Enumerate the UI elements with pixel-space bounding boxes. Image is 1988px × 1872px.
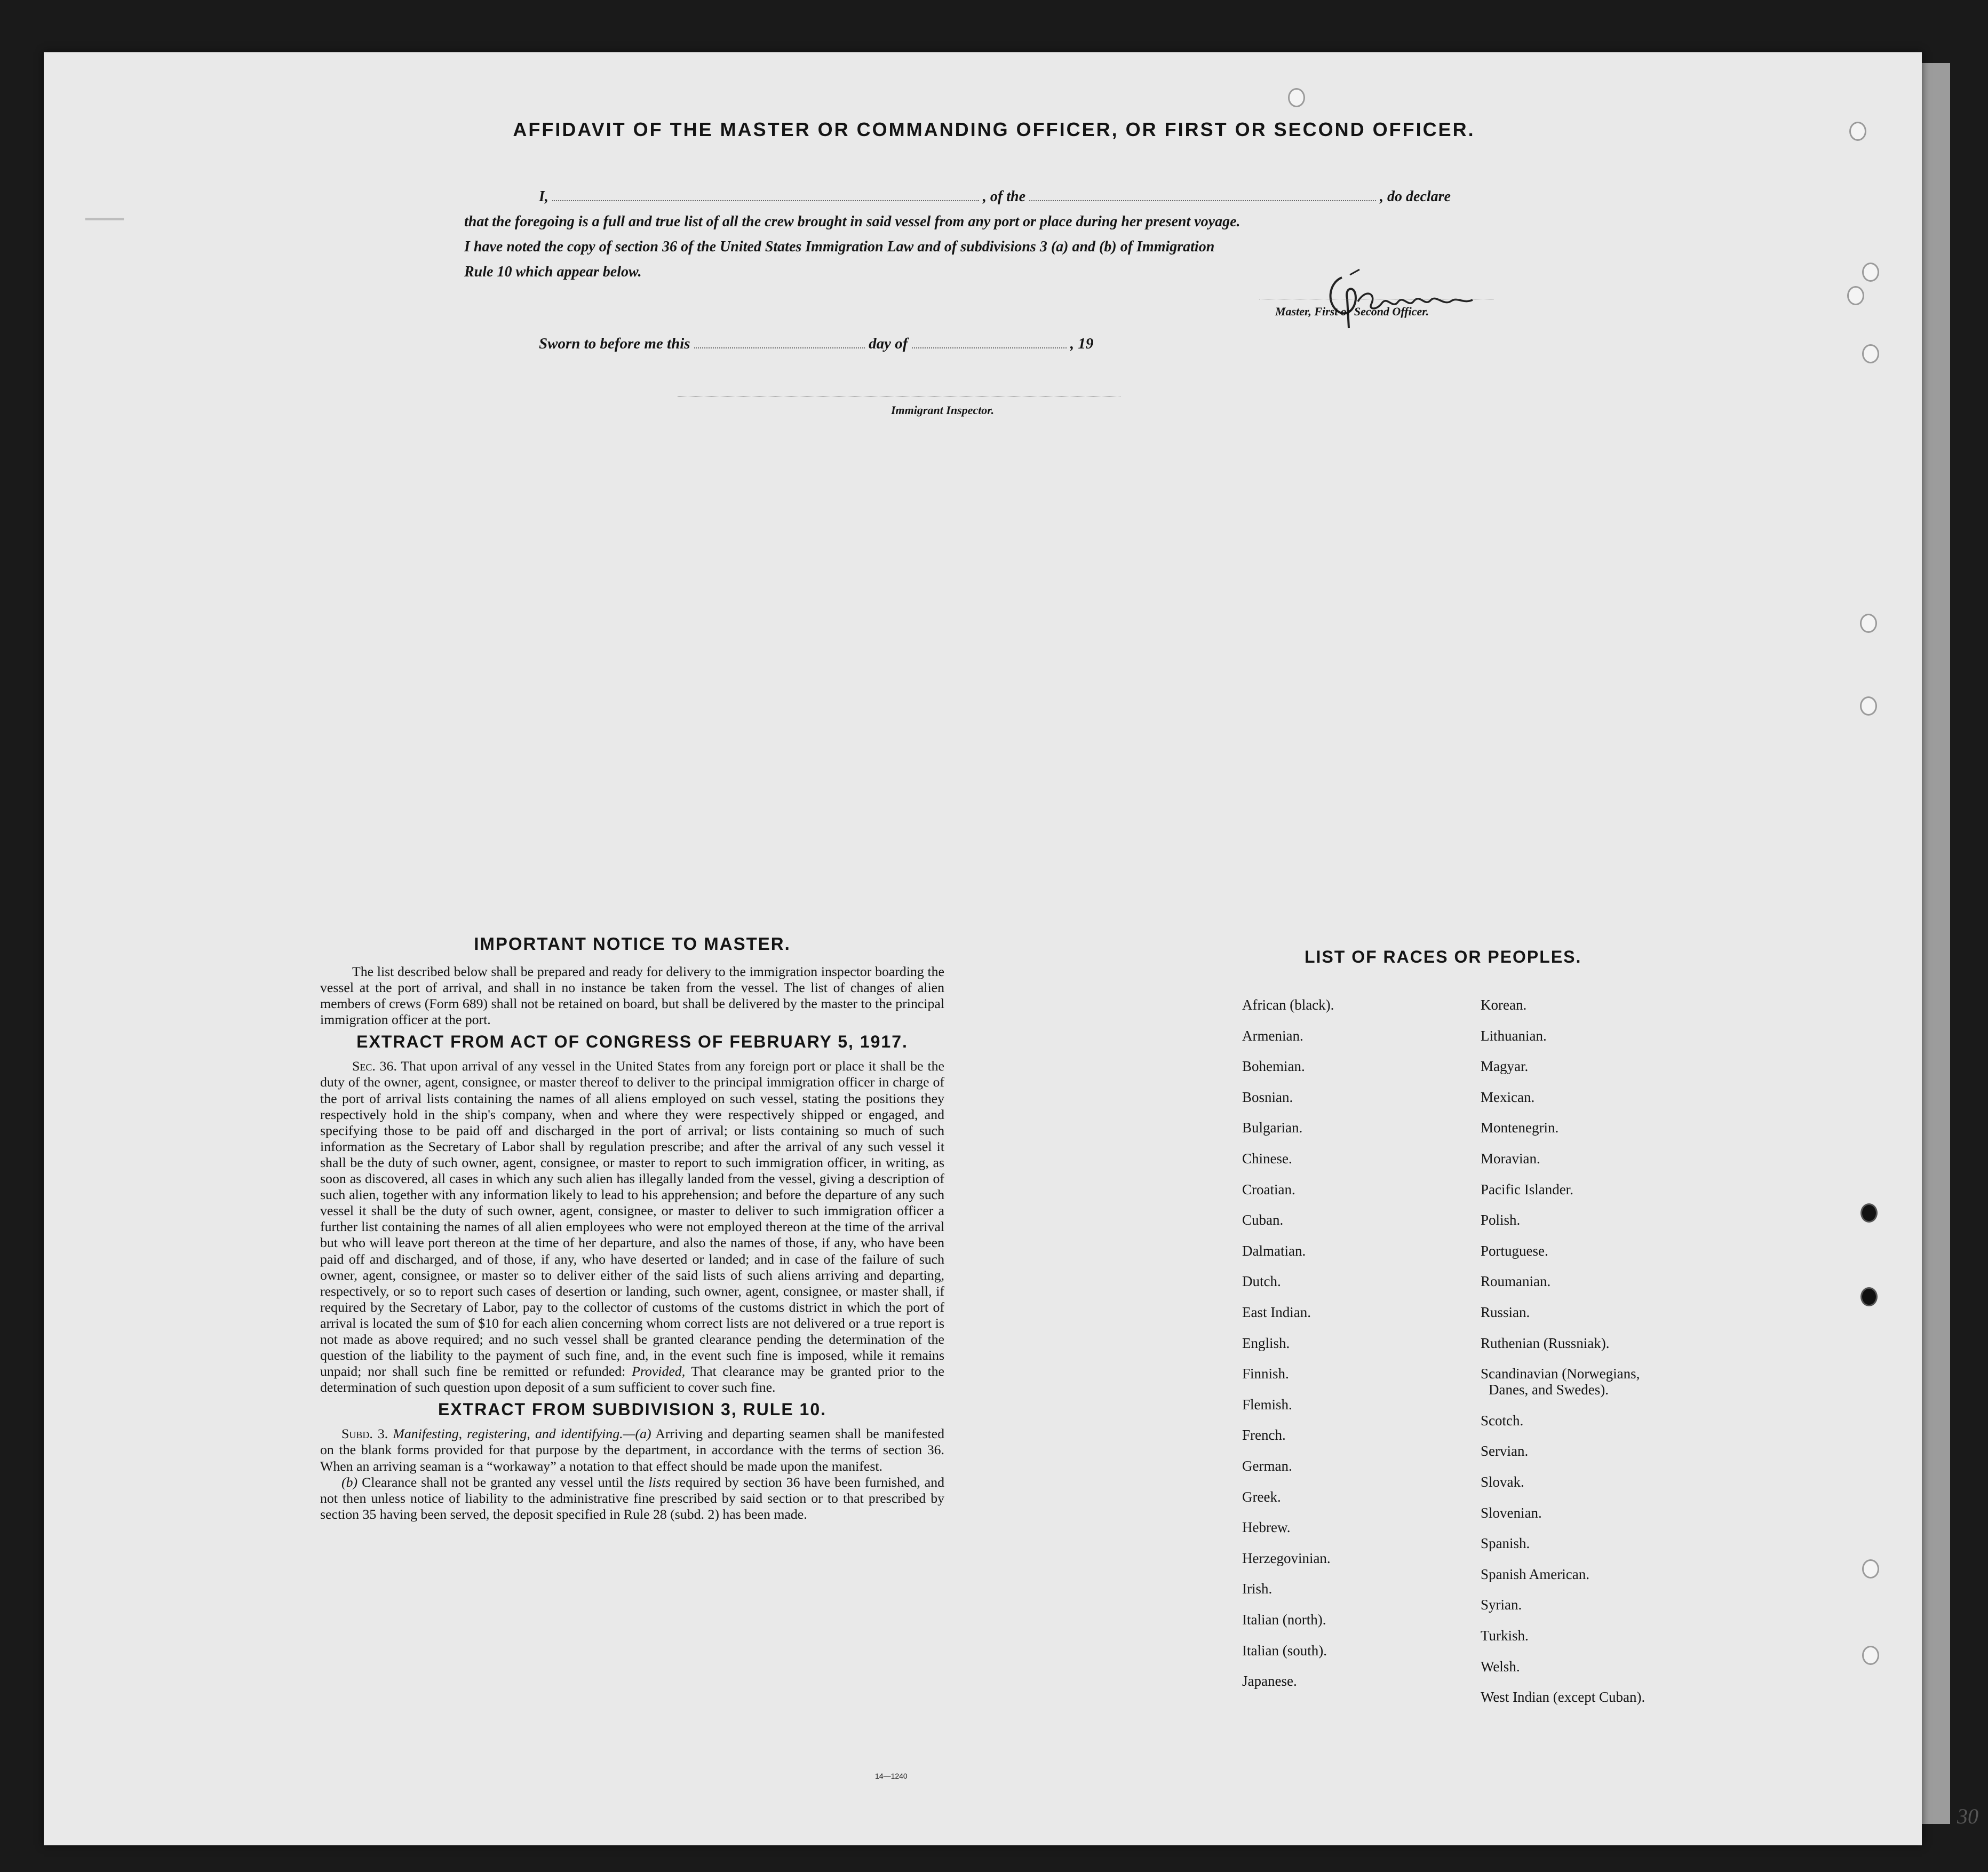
declaration-line-1 [464,184,1526,209]
vessel-blank [1029,195,1376,201]
item-a-text: Arriving and departing seamen shall be manifested on the blank forms provided for that purpose by the department, in accordance with the terms of section 36. When an arriving seaman is a “workaway” a notation to that effect should be made upon the manifest. [320,1426,945,1474]
race-item: Turkish. [1481,1628,1529,1644]
binder-hole [1862,344,1879,363]
notice-text: The list described below shall be prepared and ready for delivery to the immigration inspector boarding the vessel at the port of arrival, and shall in no instance be taken from the vessel. The list of changes of alien members of crews (Form 689) shall not be retained on board, but shall be delivered by the master to the principal immigration officer at the port. [320,964,944,1028]
race-item: Magyar. [1481,1058,1529,1075]
race-item: East Indian. [1242,1304,1311,1320]
signature-caption: Master, First or Second Officer. [1275,305,1429,318]
sworn-statement [539,335,1093,353]
race-item: Mexican. [1481,1089,1535,1105]
sworn-before: Sworn to before me this [539,335,690,352]
section-label: Sec. 36. [352,1058,397,1074]
declaration-of-the: , of the [982,188,1026,205]
race-item: Spanish American. [1481,1566,1589,1582]
race-item: West Indian (except Cuban). [1481,1689,1645,1706]
race-item: Irish. [1242,1581,1273,1597]
race-item: Polish. [1481,1212,1521,1228]
race-item: Scandinavian (Norwegians, [1481,1366,1640,1382]
form-number: 14—1240 [875,1772,908,1780]
notice-title: IMPORTANT NOTICE TO MASTER. [474,934,791,954]
declaration-line-3: I have noted the copy of section 36 of the United States Immigration Law and of subdivisions 3 (a) and (b) of Immigration [464,239,1215,255]
item-a-label: —(a) [623,1426,651,1442]
binder-hole [1288,88,1305,107]
declaration-do-declare: , do declare [1380,188,1451,205]
race-item: Dalmatian. [1242,1242,1306,1259]
subdivision-b-text [320,1474,944,1522]
declaration-line-4: Rule 10 which appear below. [464,264,642,280]
binder-hole [1860,696,1877,716]
binder-hole [1860,1203,1878,1223]
race-item: Herzegovinian. [1242,1550,1331,1566]
affidavit-title: AFFIDAVIT OF THE MASTER OR COMMANDING OFFICER, OR FIRST OR SECOND OFFICER. [513,118,1475,140]
handwritten-signature [1318,261,1483,331]
race-item: Roumanian. [1481,1273,1551,1290]
subdivision-a-text [320,1426,944,1474]
name-blank [552,195,979,201]
race-item: Bulgarian. [1242,1120,1303,1136]
race-item: Cuban. [1242,1212,1284,1228]
race-item: Russian. [1481,1304,1530,1320]
race-item: African (black). [1242,997,1334,1013]
binder-hole [1849,122,1866,141]
race-item: Slovenian. [1481,1504,1542,1521]
race-item: Finnish. [1242,1366,1289,1382]
extract-act-title: EXTRACT FROM ACT OF CONGRESS OF FEBRUARY 5, 1917. [356,1032,908,1052]
race-item: Portuguese. [1481,1242,1548,1259]
binder-hole [1860,614,1877,633]
subdivision-label: Subd. 3. [341,1426,388,1442]
race-item: Korean. [1481,997,1527,1013]
section-36-body-b: That clearance may be granted prior to the determination of such question upon deposit of a sum sufficient to cover such fine. [320,1363,944,1395]
race-item: Japanese. [1242,1673,1297,1689]
item-b-text-1: Clearance shall not be granted any vessel until the [362,1474,645,1490]
race-item: Ruthenian (Russniak). [1481,1335,1610,1351]
race-item: Slovak. [1481,1474,1524,1490]
race-item: Croatian. [1242,1181,1295,1197]
race-item: Scotch. [1481,1412,1524,1429]
race-item: Flemish. [1242,1396,1292,1413]
binder-hole [1862,1559,1879,1578]
race-item: Danes, and Swedes). [1489,1382,1609,1398]
month-blank [912,342,1067,348]
race-item: German. [1242,1458,1292,1474]
item-b-label: (b) [341,1474,358,1490]
races-list-title: LIST OF RACES OR PEOPLES. [1305,947,1582,966]
race-item: French. [1242,1427,1286,1443]
race-item: Bohemian. [1242,1058,1305,1075]
subdivision-title: Manifesting, registering, and identifying. [393,1426,623,1442]
race-item: Spanish. [1481,1535,1530,1552]
extract-rule-title: EXTRACT FROM SUBDIVISION 3, RULE 10. [438,1400,827,1419]
item-b-lists: lists [648,1474,671,1490]
day-of: day of [869,335,908,352]
race-item: Italian (north). [1242,1612,1326,1628]
declaration-i: I, [539,188,548,205]
inspector-caption: Immigrant Inspector. [891,403,995,417]
bleed-through-mark: ── [85,203,124,239]
binder-hole [1862,263,1879,282]
margin-number: 30 [1957,1804,1978,1828]
binder-hole [1860,1287,1878,1306]
race-item: Bosnian. [1242,1089,1293,1105]
race-item: English. [1242,1335,1290,1351]
race-item: Montenegrin. [1481,1120,1559,1136]
race-item: Servian. [1481,1443,1529,1459]
declaration-line-2: that the foregoing is a full and true list of all the crew brought in said vessel from any port or place during her present voyage. [464,213,1240,230]
race-item: Dutch. [1242,1273,1281,1290]
race-item: Moravian. [1481,1151,1540,1167]
race-item: Armenian. [1242,1027,1303,1044]
binder-hole [1847,286,1864,305]
section-36-text [320,1058,944,1395]
year: , 19 [1070,335,1094,352]
binder-hole [1862,1646,1879,1665]
day-blank [694,342,865,348]
race-item: Italian (south). [1242,1642,1327,1659]
race-item: Chinese. [1242,1151,1292,1167]
race-item: Pacific Islander. [1481,1181,1573,1197]
race-item: Hebrew. [1242,1519,1291,1536]
section-36-body-a: That upon arrival of any vessel in the United States from any foreign port or place it shall be the duty of the owner, agent, consignee, or master thereof to deliver to the principal immigration officer in charge of the port of arrival lists containing the names of all aliens employed on such vessel, stating the positions they respectively hold in the ship's company, when and where they were respectively shipped or engaged, and specifying those to be paid off and discharged in the port of arrival; or lists containing so much of such information as the Secretary of Labor shall by regulation prescribe; and after the arrival of any such vessel it shall be the duty of such owner, agent, consignee, or master to report to such immigration officer, in writing, as soon as discovered, all cases in which any such alien has illegally landed from the vessel, giving a description of such alien, together with any information likely to lead to his apprehension; and before the departure of any such vessel it shall be the duty of such owner, agent, consignee, or master to deliver to such immigration officer a further list containing the names of all alien employees who were not employed thereon at the time of the arrival but who will leave port thereon at the time of her departure, and also the names of those, if any, who have been paid off and discharged, and of those, if any, who have deserted or landed; and in case of the failure of such owner, agent, consignee, or master so to deliver either of the said lists of such aliens arriving and departing, respectively, or so to report such cases of desertion or landing, such owner, agent, consignee, or master shall, if required by the Secretary of Labor, pay to the collector of customs of the customs district in which the port of arrival is located the sum of $10 for each alien concerning whom correct lists are not delivered or a true report is not made as above required; and no such vessel shall be granted clearance pending the determination of the question of the liability to the payment of such fine, and, in the event such fine is imposed, while it remains unpaid; nor shall such fine be remitted or refunded: [320,1058,944,1379]
race-item: Greek. [1242,1488,1281,1505]
race-item: Syrian. [1481,1597,1522,1613]
race-item: Lithuanian. [1481,1027,1547,1044]
race-item: Welsh. [1481,1658,1520,1675]
provided-word: Provided, [632,1363,686,1379]
left-column-text [320,934,944,1522]
item-b-text-2: required by section 36 have been furnished, and not then unless notice of liability to the administrative fine prescribed by said section or to that prescribed by section 35 having been served, the deposit specified in Rule 28 (subd. 2) has been made. [320,1474,945,1522]
